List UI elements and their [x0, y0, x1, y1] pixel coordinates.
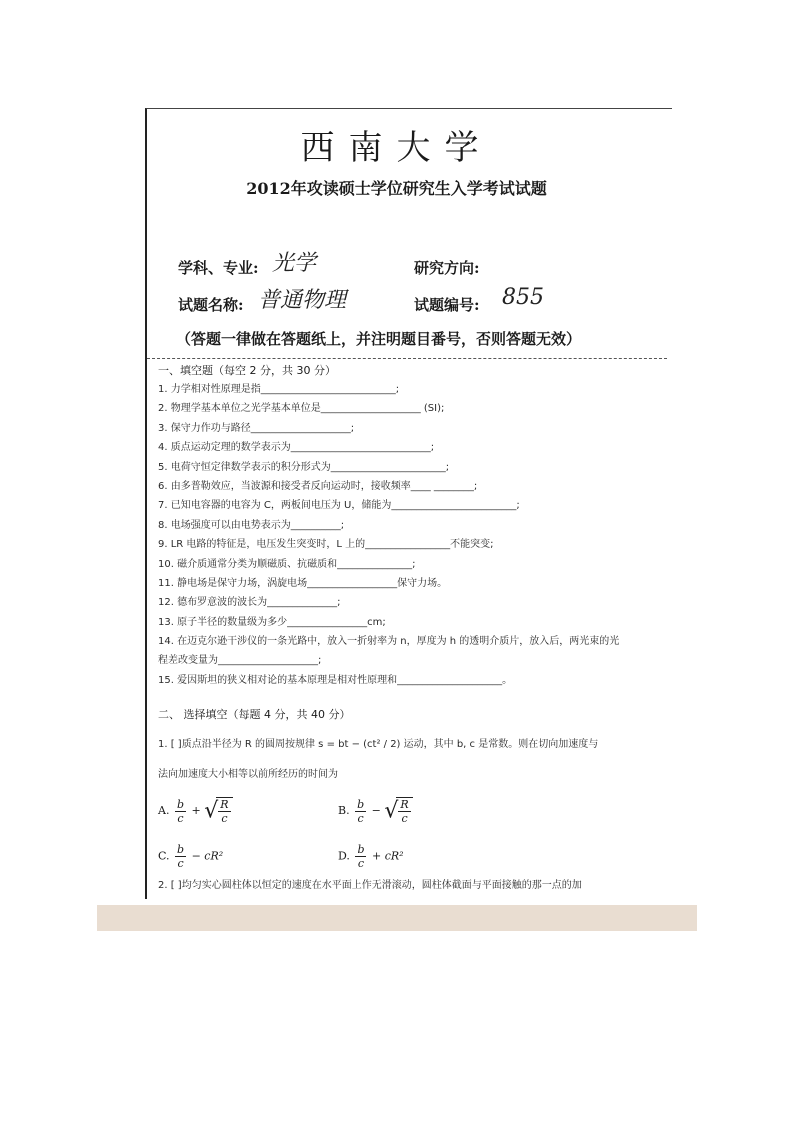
paper-code-handwritten: 855 [502, 285, 544, 310]
sqrt-expression: √ $\frac{R}{c}$ [384, 797, 412, 825]
question-item: 8. 电场强度可以由电势表示为__________; [158, 519, 345, 531]
university-name: 西南大学 [300, 128, 493, 168]
minus-sign: − [191, 849, 201, 863]
sqrt-num: R [220, 798, 229, 811]
answer-instruction: （答题一律做在答题纸上，并注明题目番号，否则答题无效） [176, 330, 582, 348]
mc-question-1-cont: 法向加速度大小相等以前所经历的时间为 [158, 769, 338, 780]
cr2-term: cR² [384, 849, 404, 863]
question-item: 1. 力学相对性原理是指___________________________; [158, 384, 400, 395]
sqrt-den: c [221, 812, 228, 825]
fraction-den: c [357, 857, 365, 870]
option-b [338, 797, 413, 825]
subject-handwritten: 光学 [272, 251, 317, 276]
mc-question-1: 1. [ ]质点沿半径为 R 的圆周按规律 s = bt − (ct² / 2) 运动，其中 b, c 是常数。则在切向加速度与 [158, 739, 599, 750]
question-item: 程差改变量为____________________; [158, 655, 322, 667]
fraction-num: b [177, 843, 185, 856]
question-item: 3. 保守力作功与路径____________________; [158, 422, 355, 434]
fraction-num: b [176, 797, 184, 811]
sqrt-expression: √ $\frac{R}{c}$ [204, 797, 232, 825]
page-bottom-band [97, 905, 697, 931]
fraction-den: c [177, 857, 184, 870]
question-item: 13. 原子半径的数量级为多少________________cm; [158, 616, 386, 628]
section-divider [147, 358, 667, 359]
section2-title: 二、 选择填空（每题 4 分，共 40 分） [158, 708, 351, 721]
cr2-term: cR² [204, 849, 224, 863]
question-item: 9. LR 电路的特征是，电压发生突变时，L 上的_________________不能突变; [158, 539, 494, 551]
question-item: 10. 磁介质通常分类为顺磁质、抗磁质和_______________; [158, 558, 416, 570]
option-a [158, 797, 233, 825]
option-d-label: D. [338, 849, 350, 863]
minus-sign: − [371, 804, 381, 817]
sqrt-den: c [401, 812, 408, 825]
question-item: 14. 在迈克尔逊干涉仪的一条光路中，放入一折射率为 n，厚度为 h 的透明介质片，放入后，两光束的光 [158, 636, 620, 648]
question-item: 12. 德布罗意波的波长为______________; [158, 597, 341, 609]
sqrt-num: R [400, 798, 409, 811]
fraction-num: b [357, 843, 365, 856]
option-a-label: A. [158, 804, 170, 817]
fraction [355, 798, 366, 825]
question-item: 11. 静电场是保守力场，涡旋电场__________________保守力场。 [158, 577, 448, 589]
option-c [158, 843, 223, 870]
fraction [355, 843, 366, 870]
fraction [175, 798, 186, 825]
fill-in-list [158, 380, 619, 690]
option-c-label: C. [158, 849, 170, 863]
fraction-num: b [357, 797, 365, 811]
exam-title: 2012年攻读硕士学位研究生入学考试试题 [246, 179, 547, 198]
paper-name-handwritten: 普通物理 [258, 288, 347, 313]
option-b-label: B. [338, 804, 350, 817]
direction-label: 研究方向: [414, 259, 480, 277]
mc-question-2: 2. [ ]均匀实心圆柱体以恒定的速度在水平面上作无滑滚动，圆柱体截面与平面接触的那一点的加 [158, 880, 582, 891]
plus-sign: + [191, 804, 201, 817]
section1-title: 一、填空题（每空 2 分，共 30 分） [158, 364, 336, 377]
paper-code-label: 试题编号: [414, 296, 480, 314]
plus-sign: + [371, 849, 382, 863]
question-item: 4. 质点运动定理的数学表示为____________________________; [158, 442, 435, 454]
subject-label: 学科、专业: [178, 259, 259, 277]
option-d [338, 843, 404, 870]
fraction [175, 843, 186, 870]
question-item: 15. 爱因斯坦的狭义相对论的基本原理是相对性原理和_____________________。 [158, 674, 513, 686]
question-item: 6. 由多普勒效应，当波源和接受者反向运动时，接收频率____ ________; [158, 480, 478, 492]
question-item: 7. 已知电容器的电容为 C，两板间电压为 U，储能为_________________________; [158, 500, 520, 512]
question-item: 2. 物理学基本单位之光学基本单位是____________________ (SI); [158, 403, 445, 415]
fraction-den: c [357, 811, 364, 825]
paper-name-label: 试题名称: [178, 296, 244, 314]
question-item: 5. 电荷守恒定律数学表示的积分形式为_______________________; [158, 461, 450, 473]
fraction-den: c [177, 811, 184, 825]
